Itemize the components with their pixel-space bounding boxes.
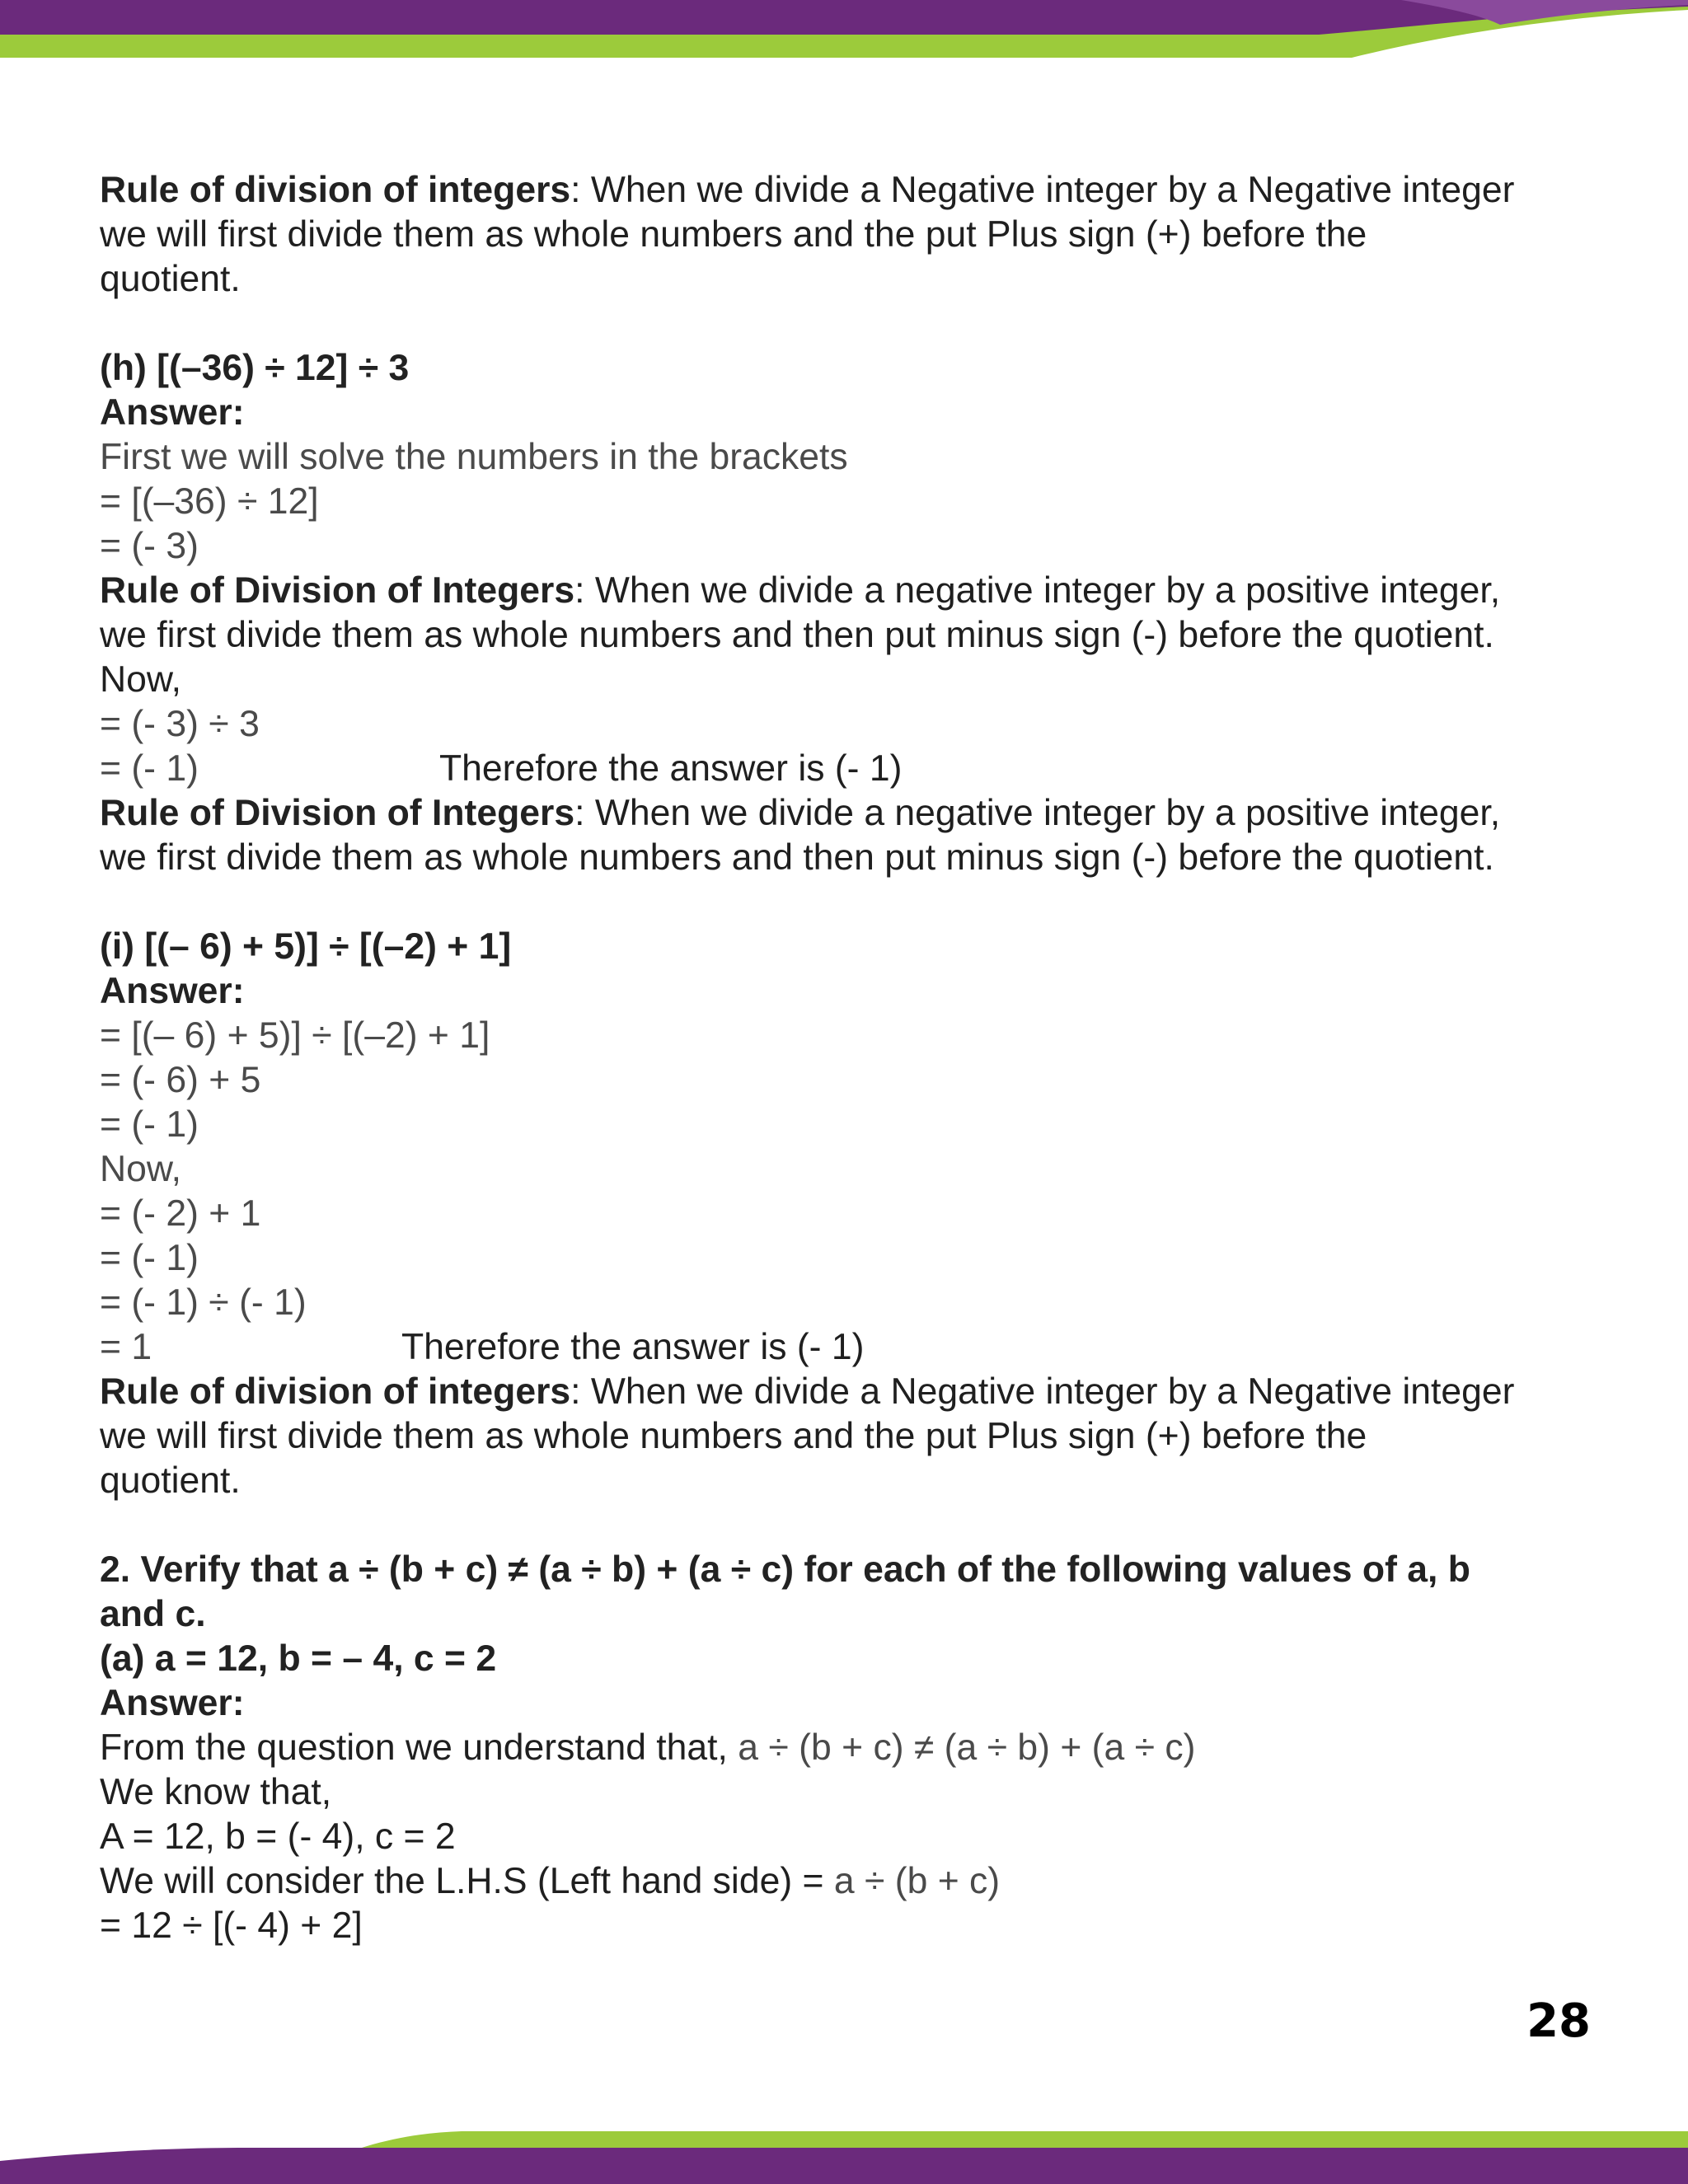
rule-neg-pos-line-2: we first divide them as whole numbers and then put minus sign (-) before the quotient. xyxy=(100,615,1494,655)
part-h-step-4: = (- 1) xyxy=(100,748,199,789)
bottom-purple-stripe xyxy=(0,2148,1688,2184)
page-number: 28 xyxy=(1526,1994,1591,2048)
part-h-step-1: = [(–36) ÷ 12] xyxy=(100,481,319,522)
part-h-step-2: = (- 3) xyxy=(100,526,199,566)
rule-neg-neg-repeat-line-1 xyxy=(100,1370,1616,1414)
rule-text: When we divide a Negative integer by a Negative integer xyxy=(590,1371,1515,1412)
part-i-answer-label: Answer: xyxy=(100,971,245,1011)
bottom-decorative-band xyxy=(0,2110,1688,2184)
part-i-step-7-row xyxy=(100,1325,1616,1370)
statement-text: From the question we understand that, xyxy=(100,1727,738,1768)
question-2-line-3: A = 12, b = (- 4), c = 2 xyxy=(100,1816,456,1857)
rule-separator: : xyxy=(574,570,595,611)
rule-neg-pos-repeat-line-1 xyxy=(100,791,1616,836)
part-i-step-6: = (- 1) ÷ (- 1) xyxy=(100,1282,307,1323)
rule-neg-neg-line-3: quotient. xyxy=(100,259,241,299)
question-2-line-5: = 12 ÷ [(- 4) + 2] xyxy=(100,1905,363,1946)
rule-text: When we divide a negative integer by a positive integer, xyxy=(594,570,1501,611)
part-h-answer-label: Answer: xyxy=(100,392,245,433)
question-2-part-a: (a) a = 12, b = – 4, c = 2 xyxy=(100,1638,497,1679)
lhs-text: We will consider the L.H.S (Left hand side) = xyxy=(100,1861,834,1901)
part-i-heading: (i) [(– 6) + 5)] ÷ [(–2) + 1] xyxy=(100,926,512,967)
part-h-heading: (h) [(–36) ÷ 12] ÷ 3 xyxy=(100,348,410,388)
question-2-line-2: We know that, xyxy=(100,1772,332,1812)
rule-separator: : xyxy=(570,1371,591,1412)
question-2-answer-label: Answer: xyxy=(100,1683,245,1723)
part-i-step-3: = (- 1) xyxy=(100,1104,199,1145)
rule-label: Rule of division of integers xyxy=(100,170,571,210)
question-2-line-4 xyxy=(100,1859,1616,1904)
part-i-step-7: = 1 xyxy=(100,1327,152,1367)
part-i-step-4: = (- 2) + 1 xyxy=(100,1193,261,1234)
part-i-now: Now, xyxy=(100,1149,181,1189)
part-i-conclusion: Therefore the answer is (- 1) xyxy=(401,1327,865,1367)
question-2-line-1 xyxy=(100,1726,1616,1770)
question-2-heading-line-1: 2. Verify that a ÷ (b + c) ≠ (a ÷ b) + (a ÷ c) for each of the following values of a, b xyxy=(100,1549,1470,1590)
rule-label: Rule of division of integers xyxy=(100,1371,571,1412)
page-content xyxy=(100,168,1616,1948)
rule-neg-pos-repeat-line-2: we first divide them as whole numbers and then put minus sign (-) before the quotient. xyxy=(100,837,1494,878)
rule-neg-neg-line-1 xyxy=(100,168,1616,213)
part-i-step-5: = (- 1) xyxy=(100,1238,199,1278)
rule-neg-neg-line-2: we will first divide them as whole numbers and the put Plus sign (+) before the xyxy=(100,214,1367,255)
part-i-step-1: = [(– 6) + 5)] ÷ [(–2) + 1] xyxy=(100,1015,490,1056)
rule-neg-neg-repeat-line-2: we will first divide them as whole numbers and the put Plus sign (+) before the xyxy=(100,1416,1367,1456)
question-2-heading-line-2: and c. xyxy=(100,1594,206,1634)
part-h-step-4-row xyxy=(100,747,1616,791)
part-h-now: Now, xyxy=(100,659,181,700)
rule-separator: : xyxy=(574,793,595,833)
part-h-step-3: = (- 3) ÷ 3 xyxy=(100,704,260,744)
rule-text: When we divide a negative integer by a positive integer, xyxy=(594,793,1501,833)
rule-neg-neg-repeat-line-3: quotient. xyxy=(100,1460,241,1501)
rule-label: Rule of Division of Integers xyxy=(100,570,575,611)
part-i-step-2: = (- 6) + 5 xyxy=(100,1060,261,1100)
top-decorative-band xyxy=(0,0,1688,66)
rule-separator: : xyxy=(570,170,591,210)
rule-text: When we divide a Negative integer by a Negative integer xyxy=(590,170,1515,210)
part-h-conclusion: Therefore the answer is (- 1) xyxy=(439,748,903,789)
rule-neg-pos-line-1 xyxy=(100,569,1616,613)
part-h-intro: First we will solve the numbers in the brackets xyxy=(100,437,848,477)
statement-expression: a ÷ (b + c) ≠ (a ÷ b) + (a ÷ c) xyxy=(738,1727,1196,1768)
lhs-expression: a ÷ (b + c) xyxy=(833,1861,1001,1901)
rule-label: Rule of Division of Integers xyxy=(100,793,575,833)
